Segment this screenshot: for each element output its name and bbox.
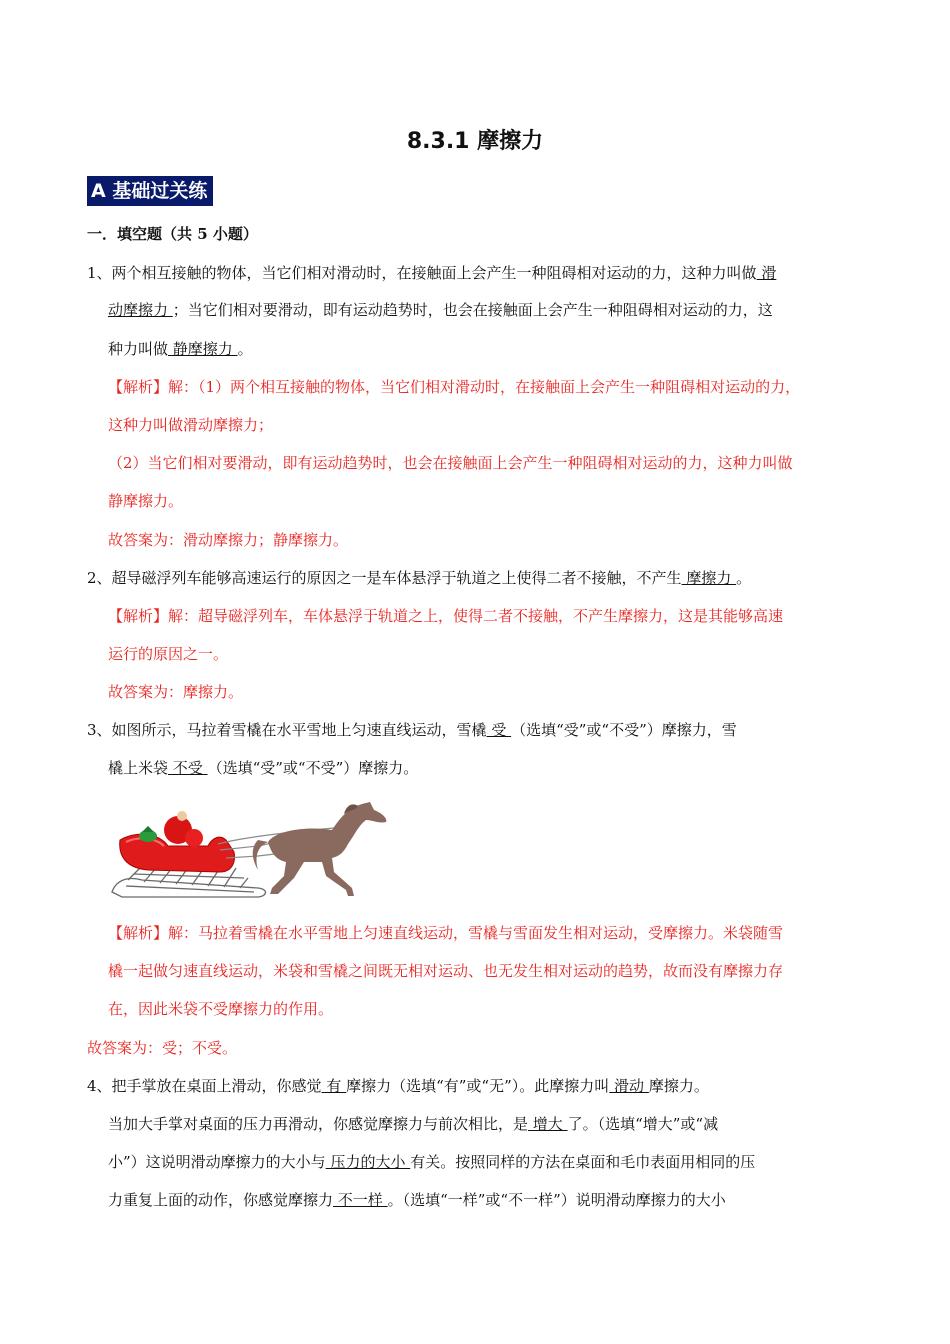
q2-analysis-line2: 运行的原因之一。 xyxy=(108,645,229,663)
q1-answer: 故答案为：滑动摩擦力；静摩擦力。 xyxy=(108,531,349,549)
q4-line1: 4、把手掌放在桌面上滑动，你感觉 有 摩擦力（选填“有”或“无”）。此摩擦力叫 滑动 摩擦力。 xyxy=(87,1077,709,1095)
section-badge: A 基础过关练 xyxy=(87,176,213,206)
q1-analysis-line4: 静摩擦力。 xyxy=(108,492,184,510)
q4-line2: 当加大手掌对桌面的压力再滑动，你感觉摩擦力与前次相比，是 增大 了。（选填“增大”或“减 xyxy=(108,1115,719,1133)
q2-line1: 2、超导磁浮列车能够高速运行的原因之一是车体悬浮于轨道之上使得二者不接触，不产生 摩擦力 。 xyxy=(87,569,752,587)
q1-line3: 种力叫做 静摩擦力 。 xyxy=(108,340,253,358)
horse-sleigh-illustration xyxy=(108,796,393,904)
q2-answer: 故答案为：摩擦力。 xyxy=(108,683,244,701)
q4-line4: 力重复上面的动作，你感觉摩擦力 不一样 。（选填“一样”或“不一样”）说明滑动摩擦力的大小 xyxy=(108,1191,726,1209)
q3-line1: 3、如图所示，马拉着雪橇在水平雪地上匀速直线运动，雪橇 受 （选填“受”或“不受”）摩擦力，雪 xyxy=(87,721,737,739)
horse-icon xyxy=(253,802,387,896)
q3-analysis-line3: 在，因此米袋不受摩擦力的作用。 xyxy=(108,1000,334,1018)
q2-analysis-line1: 【解析】解：超导磁浮列车，车体悬浮于轨道之上，使得二者不接触，不产生摩擦力，这是其能够高速 xyxy=(108,607,784,625)
q3-answer: 故答案为：受；不受。 xyxy=(87,1039,238,1057)
page-title: 8.3.1 摩擦力 xyxy=(406,129,544,154)
q3-line2: 橇上米袋 不受 （选填“受”或“不受”）摩擦力。 xyxy=(108,759,419,777)
q1-line1: 1、两个相互接触的物体，当它们相对滑动时，在接触面上会产生一种阻碍相对运动的力，这种力叫做 滑 xyxy=(87,264,777,282)
rice-bag-icon xyxy=(139,811,203,847)
q1-analysis-line2: 这种力叫做滑动摩擦力； xyxy=(108,416,274,434)
q1-line2: 动摩擦力 ；当它们相对要滑动，即有运动趋势时，也会在接触面上会产生一种阻碍相对运动的力，这 xyxy=(108,301,773,319)
q1-analysis-line3: （2）当它们相对要滑动，即有运动趋势时，也会在接触面上会产生一种阻碍相对运动的力，这种力叫做 xyxy=(108,454,793,472)
q3-analysis-line1: 【解析】解：马拉着雪橇在水平雪地上匀速直线运动，雪橇与雪面发生相对运动，受摩擦力。米袋随雪 xyxy=(108,924,784,942)
q4-line3: 小”）这说明滑动摩擦力的大小与 压力的大小 有关。按照同样的方法在桌面和毛巾表面用相同的压 xyxy=(108,1153,756,1171)
sled-runners-icon xyxy=(112,868,266,897)
q1-analysis-line1: 【解析】解：（1）两个相互接触的物体，当它们相对滑动时，在接触面上会产生一种阻碍相对运动的力， xyxy=(108,378,801,396)
q3-analysis-line2: 橇一起做匀速直线运动，米袋和雪橇之间既无相对运动、也无发生相对运动的趋势，故而没有摩擦力存 xyxy=(108,962,784,980)
subsection-heading: 一．填空题（共 5 小题） xyxy=(87,225,258,243)
